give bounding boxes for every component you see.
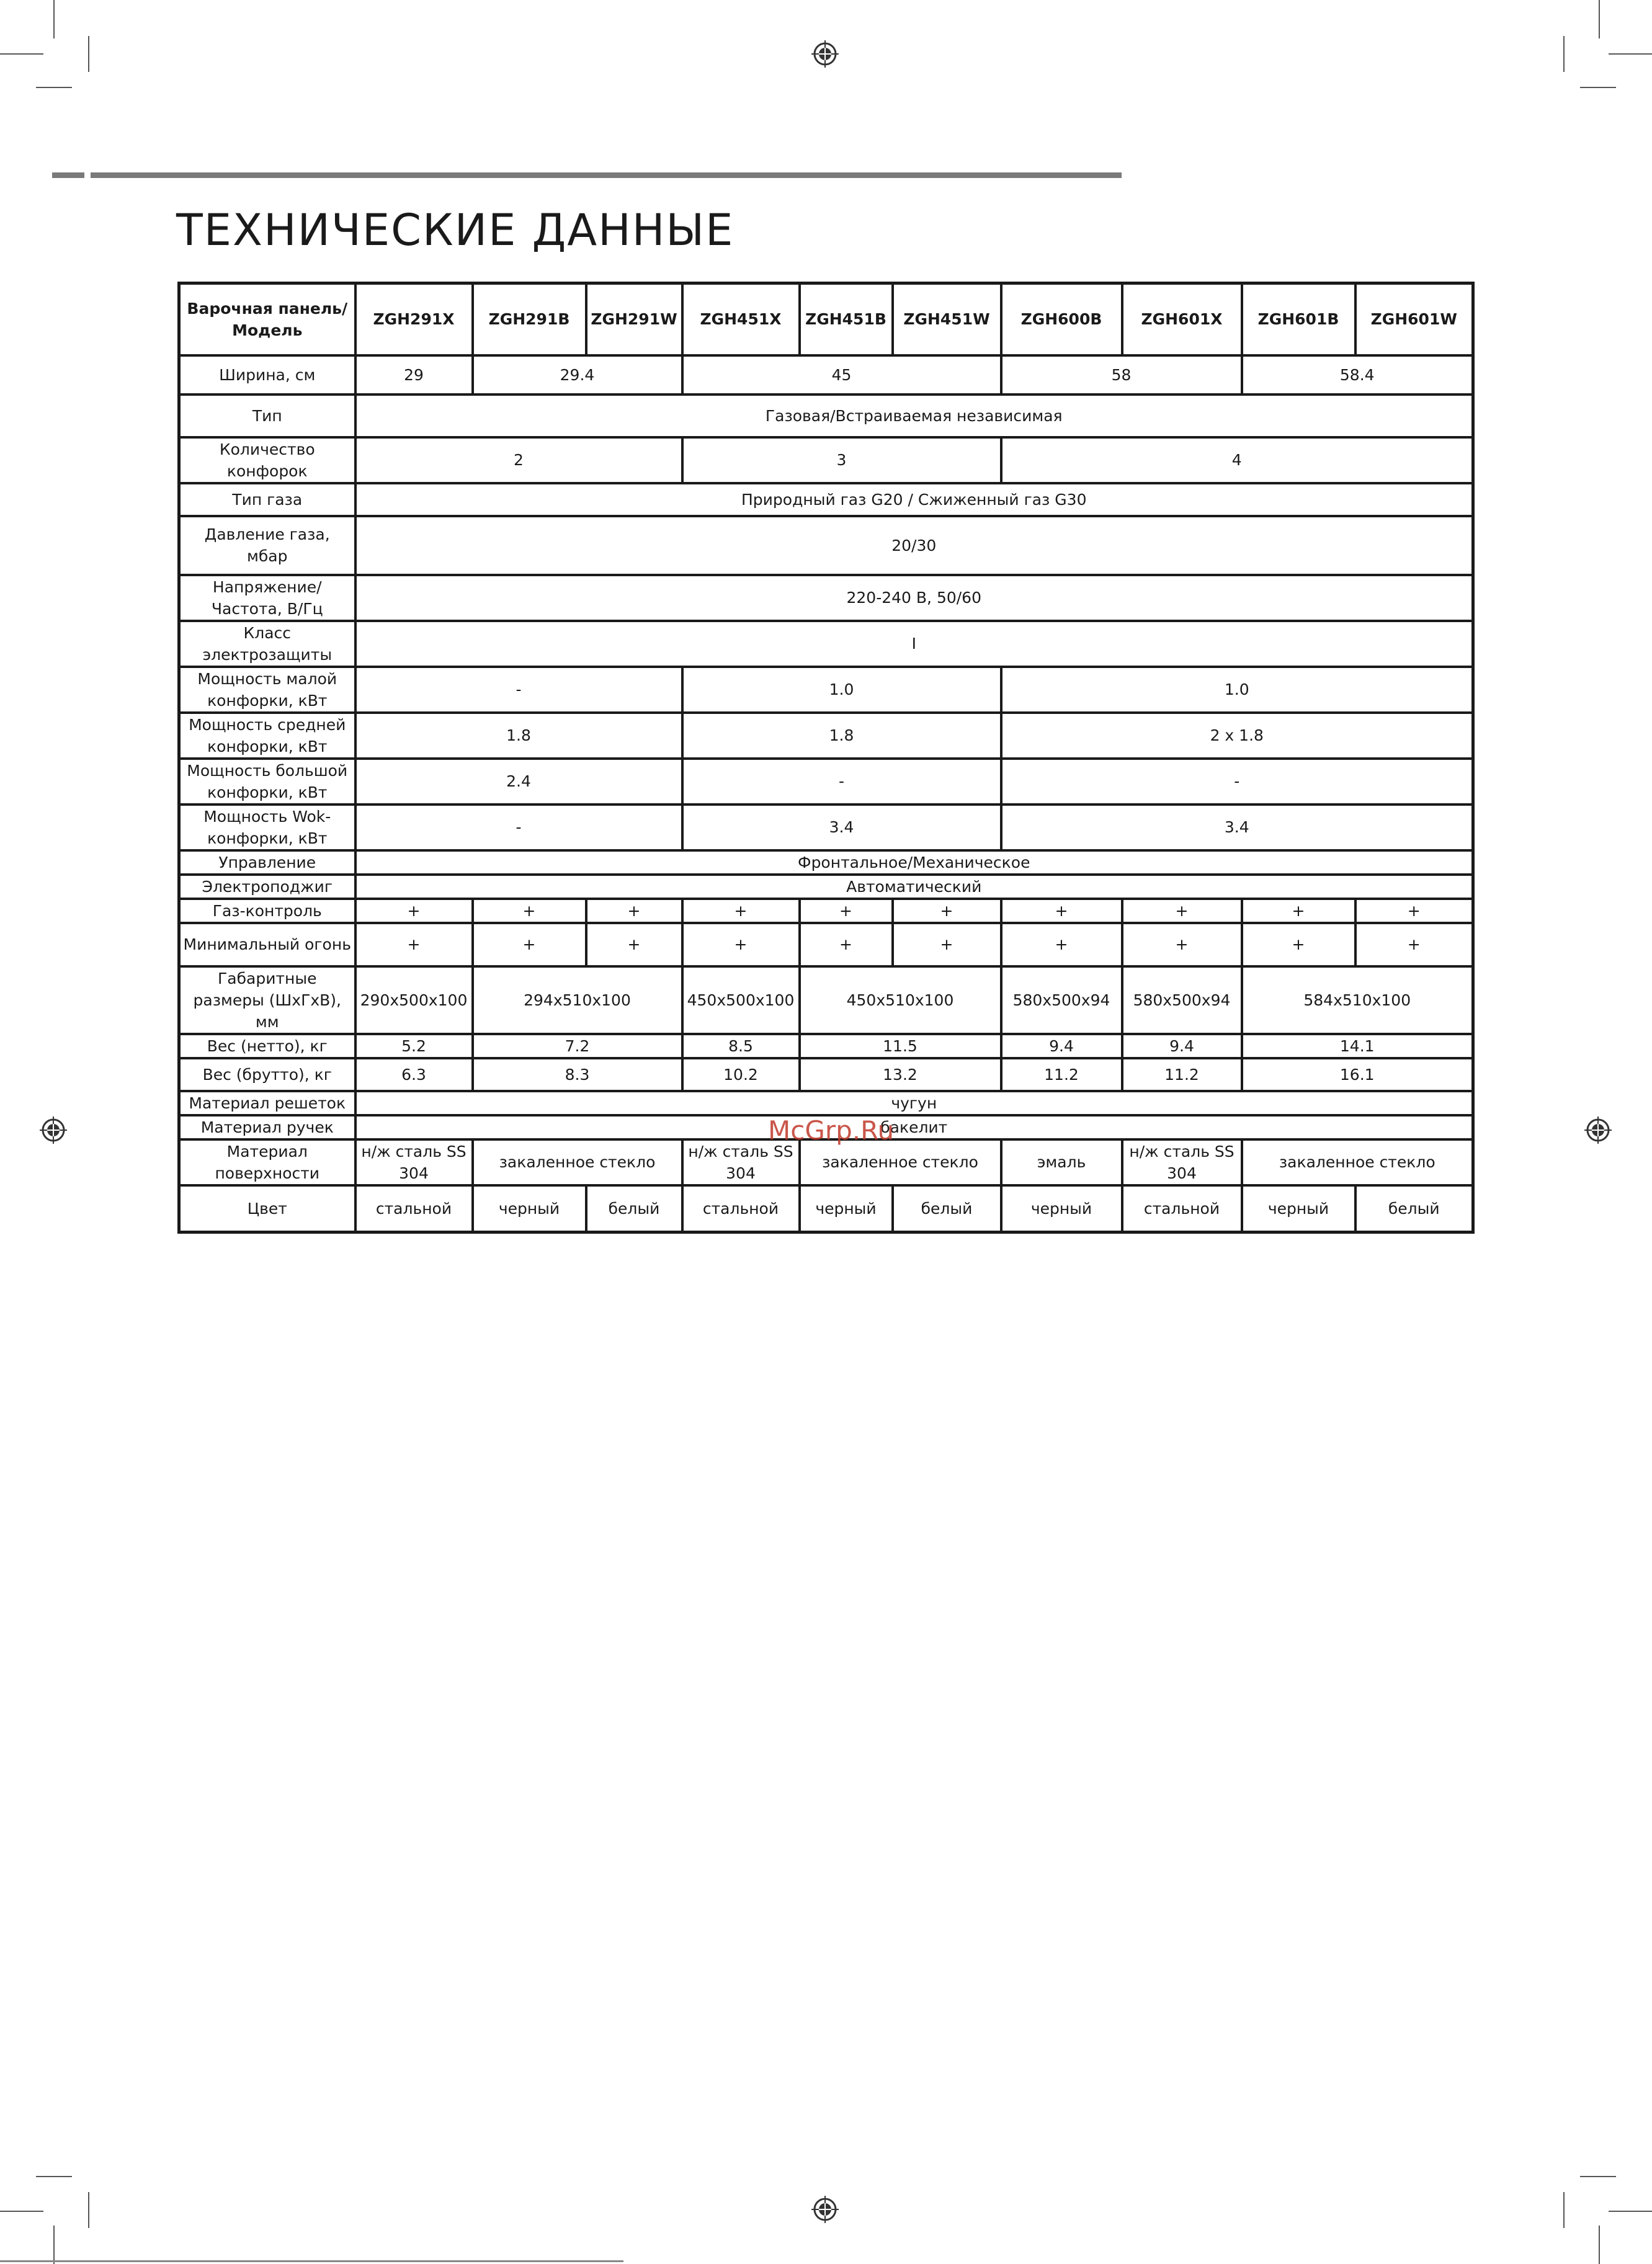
row-label-cell: Мощность большой конфорки, кВт	[179, 759, 355, 804]
table-cell: стальной	[1122, 1185, 1242, 1232]
table-row	[179, 1185, 1473, 1232]
table-cell: н/ж сталь SS 304	[355, 1139, 473, 1185]
registration-mark-icon	[1584, 1116, 1612, 1144]
model-header-cell: ZGH291X	[355, 283, 473, 355]
row-label-cell: Вес (брутто), кг	[179, 1058, 355, 1091]
registration-mark-icon	[811, 2196, 839, 2223]
table-cell: эмаль	[1001, 1139, 1122, 1185]
model-header-cell: ZGH291W	[586, 283, 682, 355]
table-cell: белый	[1355, 1185, 1473, 1232]
row-label-cell: Электроподжиг	[179, 875, 355, 899]
table-row	[179, 966, 1473, 1034]
crop-mark	[1563, 36, 1565, 72]
table-cell: +	[355, 899, 473, 923]
table-row	[179, 1139, 1473, 1185]
table-cell: +	[1001, 899, 1122, 923]
table-cell: 3	[682, 437, 1001, 483]
table-cell: +	[1355, 923, 1473, 966]
table-row	[179, 394, 1473, 437]
row-label-cell: Цвет	[179, 1185, 355, 1232]
table-cell: +	[586, 899, 682, 923]
table-cell: н/ж сталь SS 304	[1122, 1139, 1242, 1185]
table-cell: 2 x 1.8	[1001, 713, 1473, 759]
table-cell: 9.4	[1001, 1034, 1122, 1058]
crop-mark	[1599, 0, 1600, 38]
crop-mark	[1580, 87, 1616, 88]
table-cell: +	[893, 899, 1001, 923]
table-cell: 45	[682, 355, 1001, 394]
table-cell: 58	[1001, 355, 1242, 394]
crop-mark	[1609, 53, 1652, 55]
row-label-cell: Давление газа, мбар	[179, 516, 355, 575]
table-cell: закаленное стекло	[800, 1139, 1001, 1185]
table-row	[179, 804, 1473, 850]
table-cell: черный	[800, 1185, 893, 1232]
table-header-row	[179, 283, 1473, 355]
crop-mark	[88, 2192, 89, 2228]
table-cell: +	[682, 899, 800, 923]
table-cell: +	[1122, 923, 1242, 966]
table-cell: 8.5	[682, 1034, 800, 1058]
table-cell: 11.5	[800, 1034, 1001, 1058]
table-cell: +	[1001, 923, 1122, 966]
table-cell: 2	[355, 437, 682, 483]
table-row	[179, 516, 1473, 575]
table-cell: 6.3	[355, 1058, 473, 1091]
row-label-cell: Тип газа	[179, 483, 355, 516]
table-row	[179, 1034, 1473, 1058]
table-cell: 450x510x100	[800, 966, 1001, 1034]
row-label-cell: Материал решеток	[179, 1091, 355, 1115]
row-label-cell: Ширина, см	[179, 355, 355, 394]
table-cell: н/ж сталь SS 304	[682, 1139, 800, 1185]
table-cell: 10.2	[682, 1058, 800, 1091]
crop-mark	[88, 36, 89, 72]
table-cell: 290x500x100	[355, 966, 473, 1034]
table-cell: +	[473, 923, 586, 966]
table-cell: 7.2	[473, 1034, 682, 1058]
table-cell: 29.4	[473, 355, 682, 394]
table-cell: 1.0	[682, 667, 1001, 713]
crop-mark	[0, 2211, 43, 2212]
table-cell: 1.8	[355, 713, 682, 759]
table-cell: 1.8	[682, 713, 1001, 759]
crop-mark	[1563, 2192, 1565, 2228]
table-cell: 29	[355, 355, 473, 394]
table-cell: 58.4	[1242, 355, 1473, 394]
row-label-cell: Мощность Wok-конфорки, кВт	[179, 804, 355, 850]
table-cell: закаленное стекло	[1242, 1139, 1473, 1185]
registration-mark-icon	[811, 40, 839, 68]
row-label-cell: Мощность средней конфорки, кВт	[179, 713, 355, 759]
table-cell: 11.2	[1001, 1058, 1122, 1091]
table-cell: 450x500x100	[682, 966, 800, 1034]
model-header-cell: ZGH601W	[1355, 283, 1473, 355]
table-cell: 1.0	[1001, 667, 1473, 713]
table-cell: бакелит	[355, 1115, 1473, 1139]
table-cell: Автоматический	[355, 875, 1473, 899]
table-cell: 8.3	[473, 1058, 682, 1091]
table-row	[179, 1058, 1473, 1091]
model-header-cell: ZGH451W	[893, 283, 1001, 355]
table-cell: 580x500x94	[1122, 966, 1242, 1034]
header-bar-long	[91, 172, 1122, 178]
table-cell: +	[893, 923, 1001, 966]
watermark: McGrp.Ru	[768, 1115, 895, 1146]
table-row	[179, 713, 1473, 759]
model-header-cell: ZGH451B	[800, 283, 893, 355]
row-label-cell: Класс электрозащиты	[179, 621, 355, 667]
table-cell: +	[586, 923, 682, 966]
table-row	[179, 899, 1473, 923]
table-cell: 16.1	[1242, 1058, 1473, 1091]
crop-mark	[0, 53, 43, 55]
table-cell: белый	[586, 1185, 682, 1232]
row-label-cell: Вес (нетто), кг	[179, 1034, 355, 1058]
crop-mark	[36, 87, 72, 88]
table-row	[179, 1091, 1473, 1115]
table-cell: 220-240 В, 50/60	[355, 575, 1473, 621]
table-cell: 580x500x94	[1001, 966, 1122, 1034]
table-cell: Газовая/Встраиваемая независимая	[355, 394, 1473, 437]
crop-mark	[1599, 2226, 1600, 2264]
crop-mark	[1609, 2211, 1652, 2212]
table-cell: +	[682, 923, 800, 966]
table-cell: +	[1242, 899, 1355, 923]
table-cell: 13.2	[800, 1058, 1001, 1091]
row-label-cell: Мощность малой конфорки, кВт	[179, 667, 355, 713]
header-label-cell: Варочная панель/ Модель	[179, 283, 355, 355]
table-cell: закаленное стекло	[473, 1139, 682, 1185]
model-header-cell: ZGH600B	[1001, 283, 1122, 355]
table-cell: 20/30	[355, 516, 1473, 575]
row-label-cell: Материал поверхности	[179, 1139, 355, 1185]
table-cell: -	[355, 804, 682, 850]
table-cell: +	[1355, 899, 1473, 923]
row-label-cell: Управление	[179, 850, 355, 875]
table-row	[179, 575, 1473, 621]
crop-mark	[36, 2176, 72, 2177]
bottom-edge-line	[0, 2260, 623, 2262]
table-cell: стальной	[355, 1185, 473, 1232]
registration-mark-icon	[40, 1116, 67, 1144]
table-cell: 584x510x100	[1242, 966, 1473, 1034]
table-cell: белый	[893, 1185, 1001, 1232]
table-cell: -	[355, 667, 682, 713]
crop-mark	[53, 0, 55, 38]
header-bar-short	[52, 172, 84, 178]
model-header-cell: ZGH601B	[1242, 283, 1355, 355]
crop-mark	[53, 2226, 55, 2264]
row-label-cell: Материал ручек	[179, 1115, 355, 1139]
table-cell: черный	[473, 1185, 586, 1232]
table-row	[179, 667, 1473, 713]
model-header-cell: ZGH291B	[473, 283, 586, 355]
table-cell: 11.2	[1122, 1058, 1242, 1091]
model-header-cell: ZGH451X	[682, 283, 800, 355]
table-cell: черный	[1001, 1185, 1122, 1232]
table-row	[179, 875, 1473, 899]
table-row	[179, 850, 1473, 875]
model-header-cell: ZGH601X	[1122, 283, 1242, 355]
table-row	[179, 621, 1473, 667]
table-cell: +	[1122, 899, 1242, 923]
row-label-cell: Количество конфорок	[179, 437, 355, 483]
table-row	[179, 483, 1473, 516]
table-cell: 14.1	[1242, 1034, 1473, 1058]
crop-mark	[1580, 2176, 1616, 2177]
table-cell: 9.4	[1122, 1034, 1242, 1058]
table-cell: +	[473, 899, 586, 923]
table-cell: -	[1001, 759, 1473, 804]
table-row	[179, 437, 1473, 483]
table-cell: стальной	[682, 1185, 800, 1232]
table-cell: +	[355, 923, 473, 966]
row-label-cell: Напряжение/ Частота, В/Гц	[179, 575, 355, 621]
table-cell: 3.4	[682, 804, 1001, 850]
row-label-cell: Тип	[179, 394, 355, 437]
table-cell: -	[682, 759, 1001, 804]
spec-table	[177, 282, 1475, 1234]
table-cell: +	[800, 899, 893, 923]
table-row	[179, 355, 1473, 394]
table-cell: +	[1242, 923, 1355, 966]
table-cell: 4	[1001, 437, 1473, 483]
table-cell: 294x510x100	[473, 966, 682, 1034]
table-cell: Фронтальное/Механическое	[355, 850, 1473, 875]
table-cell: черный	[1242, 1185, 1355, 1232]
page-title: ТЕХНИЧЕСКИЕ ДАННЫЕ	[176, 205, 734, 256]
table-cell: 2.4	[355, 759, 682, 804]
table-cell: 5.2	[355, 1034, 473, 1058]
row-label-cell: Минимальный огонь	[179, 923, 355, 966]
table-cell: I	[355, 621, 1473, 667]
row-label-cell: Газ-контроль	[179, 899, 355, 923]
row-label-cell: Габаритные размеры (ШxГxВ), мм	[179, 966, 355, 1034]
table-cell: 3.4	[1001, 804, 1473, 850]
table-cell: чугун	[355, 1091, 1473, 1115]
table-row	[179, 759, 1473, 804]
table-row	[179, 923, 1473, 966]
table-cell: Природный газ G20 / Сжиженный газ G30	[355, 483, 1473, 516]
table-cell: +	[800, 923, 893, 966]
